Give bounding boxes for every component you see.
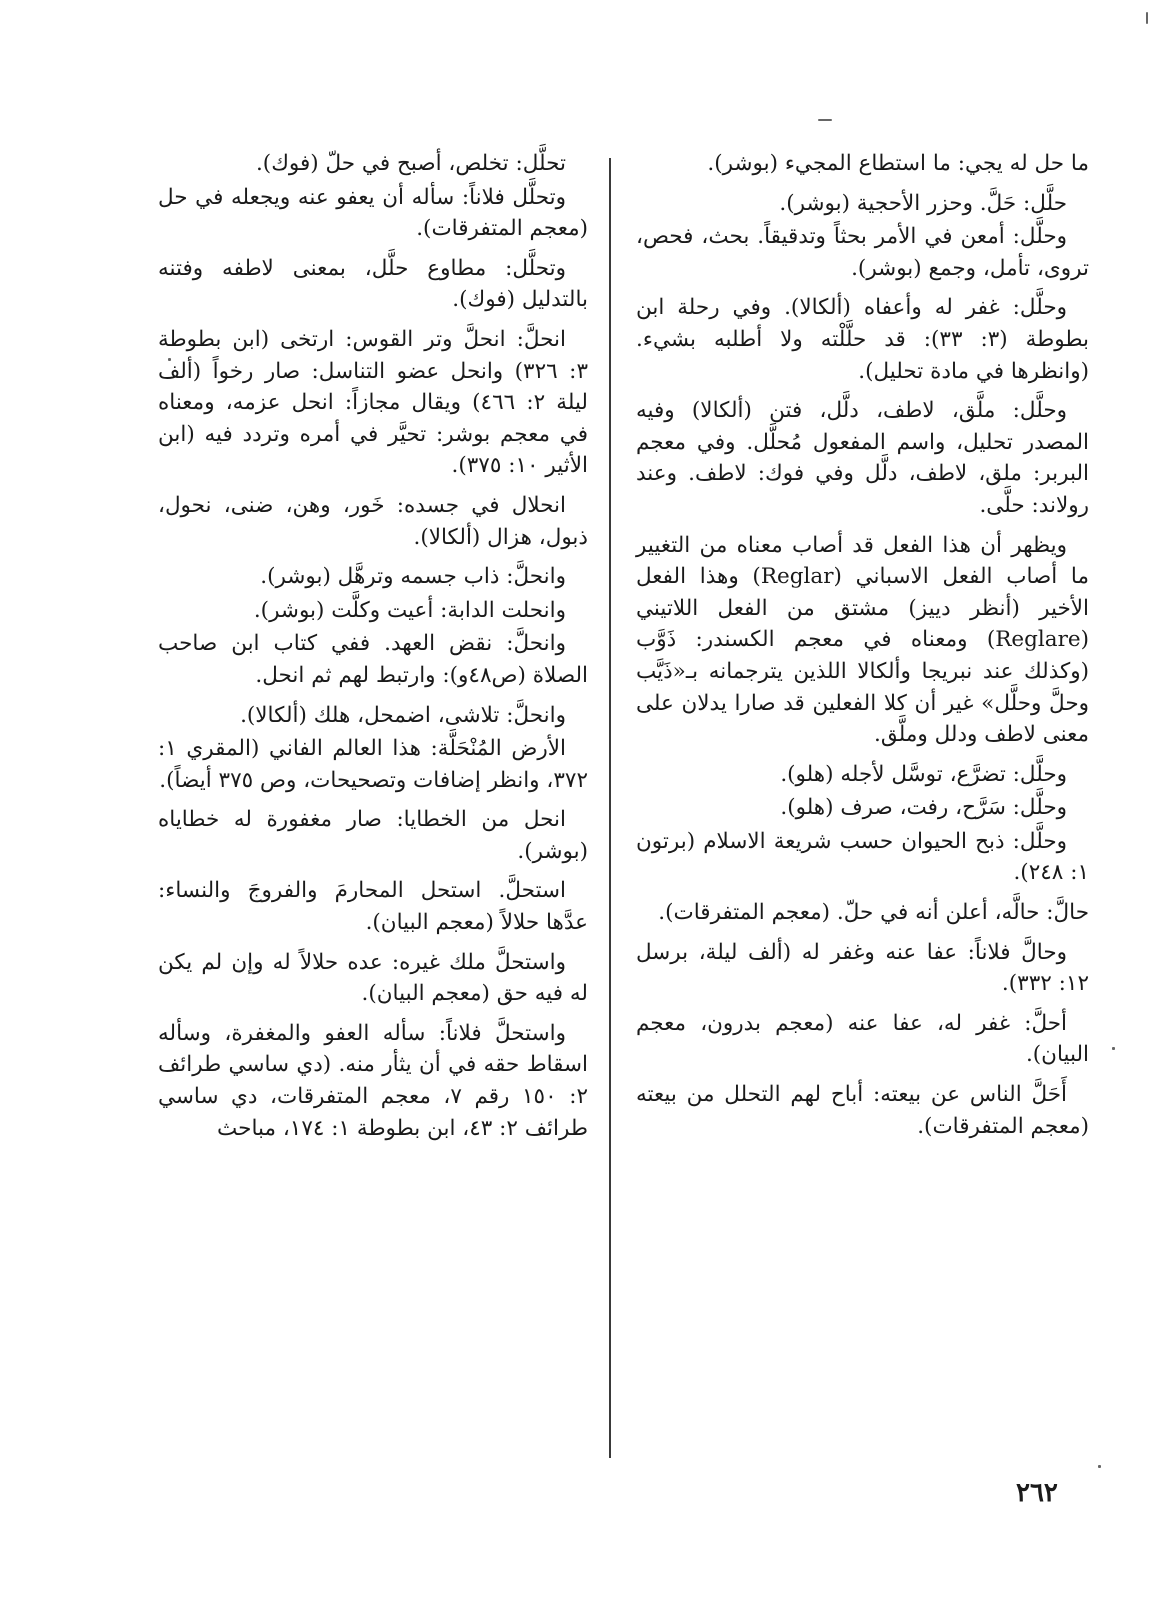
entry-paragraph: حلَّل: حَلَّ. وحزر الأحجية (بوشر). (779, 190, 1067, 216)
entry-paragraph: حالَّ: حالَّه، أعلن أنه في حلّ. (معجم المتفرقات). (658, 900, 1089, 926)
entry-paragraph: وتحلَّل فلاناً: سأله أن يعفو عنه ويجعله في حل (معجم المتفرقات). (158, 184, 588, 242)
entry-paragraph: انحلَّ: انحلَّ وتر القوس: ارتخى (ابن بطوطة ٣: ٣٢٦) وانحل عضو التناسل: صار رخواً (ألف ليلة ٢: ٤٦٦) ويقال مجازاً: انحل عزمه، ومعناه في معجم بوشر: تحيَّر في أمره وتردد فيه (ابن الأثير ١٠: ٣٧٥). (158, 326, 588, 479)
entry-paragraph: أَحَلَّ الناس عن بيعته: أباح لهم التحلل من بيعته (معجم المتفرقات). (636, 1082, 1089, 1139)
entry-paragraph: وانحلَّ: تلاشى، اضمحل، هلك (ألكالا). (240, 702, 566, 728)
left-text-column (158, 148, 588, 1152)
scan-mark (818, 119, 832, 121)
scan-mark (1146, 12, 1148, 24)
entry-paragraph: ما حل له يجي: ما استطاع المجيء (بوشر). (707, 151, 1089, 176)
entry-paragraph: وحلَّل: تضرَّع، توسَّل لأجله (هلو). (780, 761, 1067, 787)
entry-paragraph: وانحلت الدابة: أعيت وكلَّت (بوشر). (253, 597, 566, 623)
entry-paragraph: وتحلَّل: مطاوع حلَّل، بمعنى لاطفه وفتنه بالتدليل (فوك). (158, 255, 588, 313)
entry-paragraph: وحلَّل: أمعن في الأمر بحثاً وتدقيقاً. بحث، فحص، تروى، تأمل، وجمع (بوشر). (636, 224, 1089, 281)
entry-paragraph: واستحلَّ فلاناً: سأله العفو والمغفرة، وسأله اسقاط حقه في أن يثأر منه. (دي ساسي طرائف ٢: ١٥٠ رقم ٧، معجم المتفرقات، دي ساسي طرائف ٢: ٤٣، ابن بطوطة ١: ١٧٤، مباحث (158, 1020, 589, 1141)
entry-paragraph: واستحلَّ ملك غيره: عده حلالاً له وإن لم يكن له فيه حق (معجم البيان). (158, 949, 588, 1007)
entry-paragraph: وحلَّل: غفر له وأعفاه (ألكالا). وفي رحلة ابن بطوطة (٣: ٣٣): قد حلَّلْته ولا أطلبه بشيء. (وانظرها في مادة تحليل). (636, 295, 1090, 384)
column-divider (609, 158, 611, 1458)
scan-mark (1112, 1047, 1115, 1050)
entry-paragraph: الأرض المُنْحَلَّة: هذا العالم الفاني (المقري ١: ٣٧٢، وانظر إضافات وتصحيحات، وص ٣٧٥ أيضاً). (158, 736, 588, 793)
entry-paragraph: استحلَّ. استحل المحارمَ والفروجَ والنساء: عدَّها حلالاً (معجم البيان). (158, 878, 588, 936)
page-number: ٢٦٢ (1016, 1478, 1058, 1508)
entry-paragraph: وحلَّل: ذبح الحيوان حسب شريعة الاسلام (برتون ١: ٢٤٨). (636, 828, 1089, 886)
entry-paragraph: وحلَّل: سَرَّح، رفت، صرف (هلو). (780, 795, 1067, 821)
entry-paragraph: وحلَّل: ملَّق، لاطف، دلَّل، فتن (ألكالا) وفيه المصدر تحليل، واسم المفعول مُحلَّل. وفي معجم البربر: ملق، لاطف، دلَّل وفي فوك: لاطف. وعند رولاند: حلَّى. (636, 398, 1089, 518)
entry-paragraph: انحلال في جسده: خَور، وهن، ضنى، نحول، ذبول، هزال (ألكالا). (158, 492, 588, 550)
entry-paragraph: أحلَّ: غفر له، عفا عنه (معجم بدرون، معجم البيان). (636, 1010, 1089, 1068)
entry-paragraph: وحالَّ فلاناً: عفا عنه وغفر له (ألف ليلة، برسل ١٢: ٣٣٢). (636, 939, 1089, 997)
entry-paragraph: وانحلَّ: نقض العهد. ففي كتاب ابن صاحب الصلاة (ص٤٨و): وارتبط لهم ثم انحل. (158, 631, 588, 688)
entry-paragraph: انحل من الخطايا: صار مغفورة له خطاياه (بوشر). (158, 807, 588, 864)
scan-mark (1098, 1465, 1101, 1468)
entry-paragraph: ويظهر أن هذا الفعل قد أصاب معناه من التغيير ما أصاب الفعل الاسباني (Reglar) وهذا الفعل الأخير (أنظر دييز) مشتق من الفعل اللاتيني (Reglare) ومعناه في معجم الكسندر: ذَوَّب (وكذلك عند نبريجا وألكالا اللذين يترجمانه بـ«ذَيَّب وحلَّ وحلَّل» غير أن كلا الفعلين قد صارا يدلان على معنى لاطف ودلل وملَّق. (636, 532, 1090, 748)
entry-paragraph: تحلَّل: تخلص، أصبح في حلّ (فوك). (255, 151, 566, 176)
right-text-column (636, 148, 1089, 1150)
entry-paragraph: وانحلَّ: ذاب جسمه وترهَّل (بوشر). (260, 564, 566, 590)
